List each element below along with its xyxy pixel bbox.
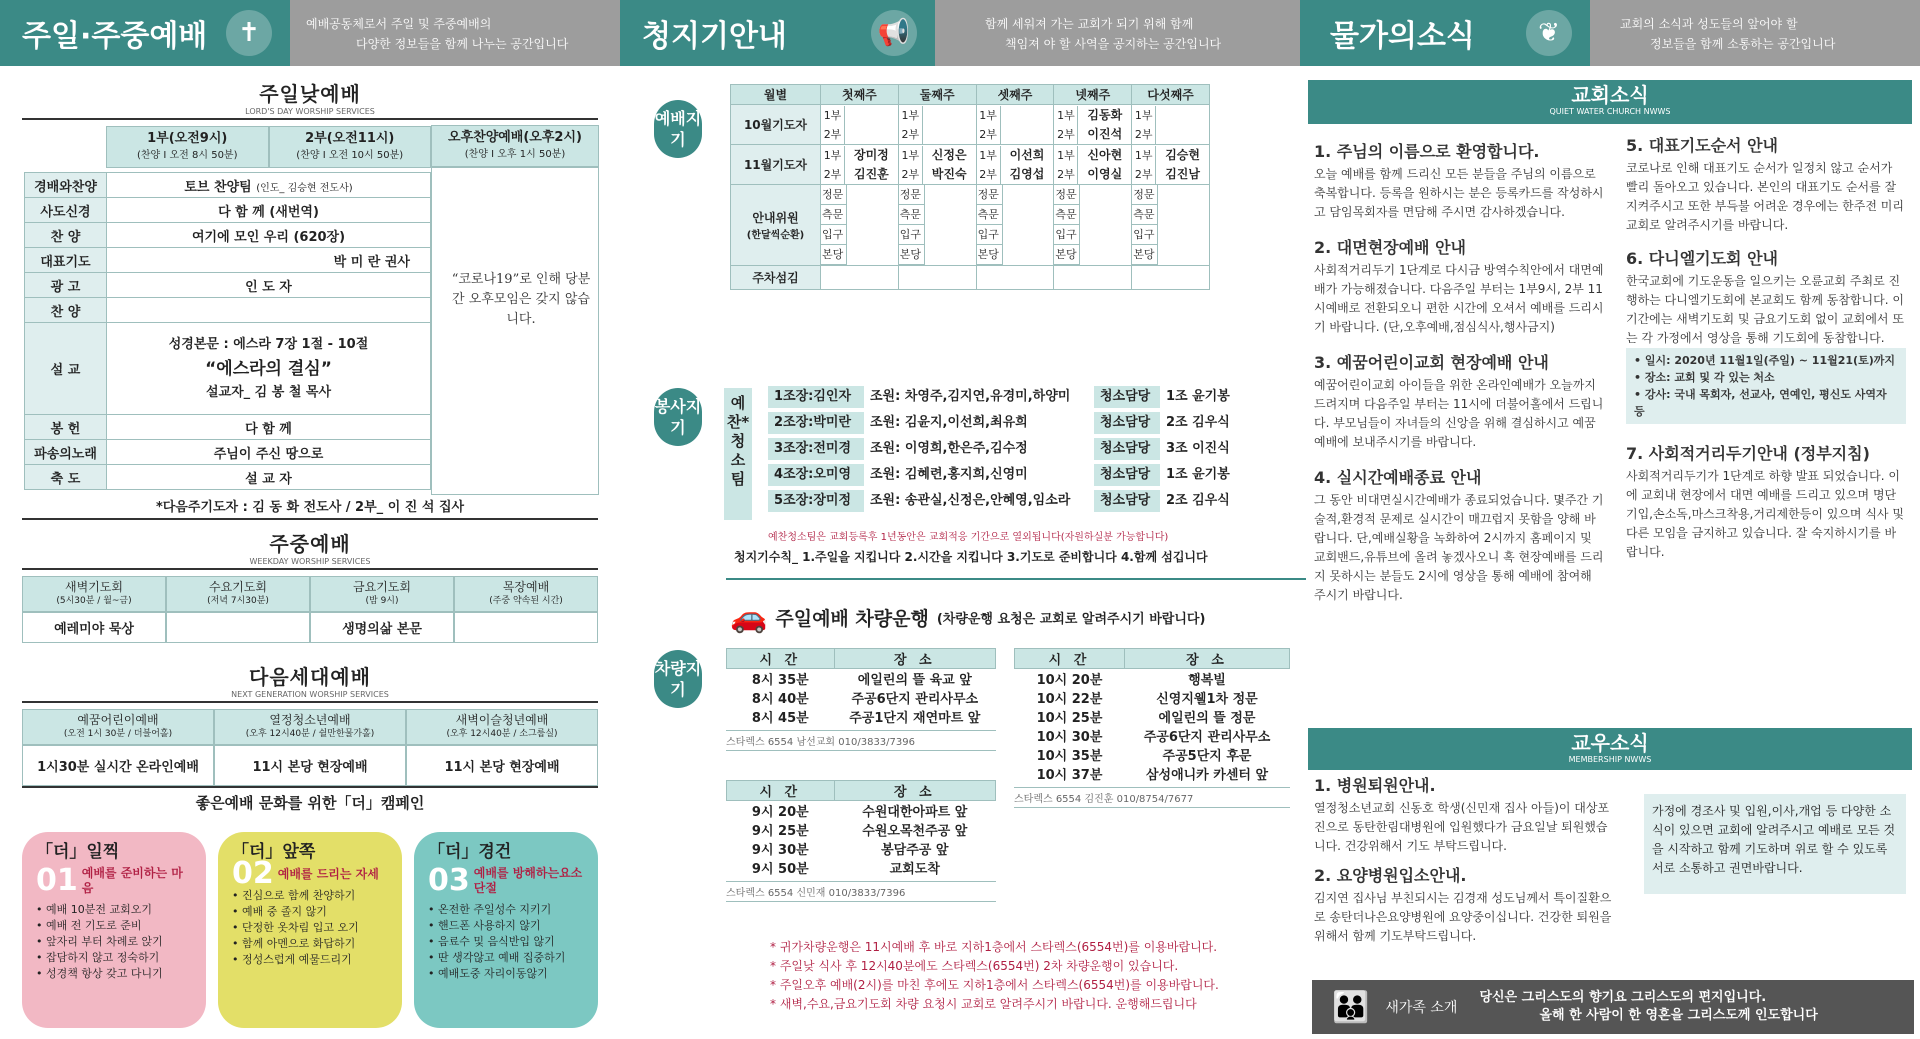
table-row: 10시 25분 에일린의 뜰 정문 xyxy=(1036,711,1256,726)
afternoon-slot: 오후찬양예배(오후2시) (찬양 I 오후 1시 50분) xyxy=(431,125,599,167)
table-row: 파송의노래 주님이 주신 땅으로 xyxy=(25,440,431,465)
nextgen-title: 다음세대예배 xyxy=(249,665,371,689)
table-row: 설 교 성경본문 : 에스라 7장 1절 - 10절 “에스라의 결심” 설교자_ 김 봉 철 목사 xyxy=(25,323,431,415)
worship-column xyxy=(0,0,620,1039)
table-row: 9시 20분 수원대한아파트 앞 xyxy=(751,805,968,820)
corona-notice: “코로나19”로 인해 당분간 오후모임은 갖지 않습니다. xyxy=(451,272,591,327)
table-row: 10시 35분 주공5단지 후문 xyxy=(1036,749,1252,764)
table-row: 8시 40분 주공6단지 관리사무소 xyxy=(751,692,979,707)
team-row: 4조장:오미영 조원: 김혜련,홍지희,신영미 청소담당 1조 윤기봉 xyxy=(768,464,1308,486)
table-row: 9시 25분 수원오목천주공 앞 xyxy=(751,824,968,839)
sunday-order-table xyxy=(24,172,431,490)
news-sub1: 교회의 소식과 성도들의 앞어야 할 xyxy=(1620,17,1798,31)
sunday-en: LORD'S DAY WORSHIP SERVICES xyxy=(22,107,598,120)
news-sub2: 정보들을 함께 소통하는 공간입니다 xyxy=(1650,37,1836,51)
weekday-en: WEEKDAY WORSHIP SERVICES xyxy=(22,557,598,570)
church-news-banner: 교회소식 QUIET WATER CHURCH NWWS xyxy=(1308,80,1912,124)
steward-sub2: 책임져 야 할 사역을 공지하는 공간입니다 xyxy=(1005,37,1222,51)
member-news-banner: 교우소식 MEMBERSHIP NWWS xyxy=(1308,728,1912,770)
bible-icon: ✝ xyxy=(226,10,272,56)
weekday-values: 예레미야 묵상 생명의삶 본문 xyxy=(22,612,598,643)
campaign-card: 「더」일찍 01 예배를 준비하는 마음 • 예배 10분전 교회오기 • 예배 전 기도로 준비 • 앞자리 부터 차례로 앉기 • 잡담하지 않고 정숙하기 • 성경책 항상 갖고 다니기 xyxy=(22,832,206,1028)
megaphone-icon: 📢 xyxy=(871,10,917,56)
table-row: 10시 37분 삼성애니카 카센터 앞 xyxy=(1036,768,1269,783)
campaign-title: 좋은예배 문화를 위한「더」캠페인 xyxy=(195,794,425,812)
table-row: 찬 양 xyxy=(25,298,431,323)
team-row: 1조장:김인자 조원: 차영주,김지연,유경미,하양미 청소담당 1조 윤기봉 xyxy=(768,386,1308,408)
campaign-card: 「더」경건 03 예배를 방해하는요소단절 • 온전한 주일성수 지키기 • 핸드폰 사용하지 않기 • 음료수 및 음식반입 않기 • 딴 생각않고 예배 집중하기 • 예배도중 자리이동않기 xyxy=(414,832,598,1028)
clean-team-label: 예찬*청소팀 xyxy=(724,388,752,520)
team-row: 3조장:전미경 조원: 이영희,한은주,김수정 청소담당 3조 이진식 xyxy=(768,438,1308,460)
sunday-slots: 1부(오전9시) (찬양 I 오전 8시 50분) 2부(오전11시) (찬양 I 오전 10시 50분) xyxy=(106,126,431,168)
weekday-title: 주중예배 xyxy=(269,532,351,556)
member-notice-box: 가정에 경조사 및 입원,이사,개업 등 다양한 소식이 있으면 교회에 알려주시고 예배로 모든 것을 시작하고 함께 기도하며 위로 할 수 있도록 서로 소통하고 권면바랍니다. xyxy=(1644,794,1906,894)
table-row: 대표기도 박 미 란 권사 xyxy=(25,248,431,273)
table-row: 사도신경 다 함 께 (새번역) xyxy=(25,198,431,223)
steward-column xyxy=(620,0,1300,1039)
news-header xyxy=(1300,0,1920,66)
steward-header xyxy=(620,0,1300,66)
team-row: 5조장:장미정 조원: 송관실,신정은,안혜영,임소라 청소담당 2조 김우식 xyxy=(768,490,1308,512)
route-table-3: 시 간 장 소 10시 20분 행복빌 10시 22분 신영지웰1차 정문 10시 25분 에일린의 뜰 정문 10시 30분 주공6단지 관리사무소 10시 35분 주공5단지 후문 10시 37분 삼성애니카 카센터 앞 스타렉스 6554 김진훈 010/8754/7677 xyxy=(1014,648,1290,808)
family-icon: 👪 xyxy=(1332,989,1370,1025)
church-news-left: 1. 주님의 이름으로 환영합니다. 오늘 예배를 함께 드리신 모든 분들을 주님의 이름으로 축복합니다. 등록을 원하시는 분은 등록카드를 작성하시고 담임목회자를 면담해 주시면 감사하겠습니다. 2. 대면현장예배 안내 사회적거리두기 1단계로 다시금 방역수칙안에서 대면예배가 가능해졌습니다. 다음주일 부터는 1부9시, 2부 11시예배로 전환되오니 편한 시간에 오셔서 예배를 드리시기 바랍니다. (단,오후예배,점심식사,행사금지) 3. 예꿈어린이교회 현장예배 안내 예꿈어린이교회 아이들을 위한 온라인예배가 오늘까지 드려지며 다음주일 부터는 11시에 더불어홀에서 드립니다. 부모님들이 자녀들의 신앙을 위해 결심하시고 예꿈예배에 보내주시기를 바랍니다. 4. 실시간예배종료 안내 그 동안 비대면실시간예배가 종료되었습니다. 몇주간 기술적,환경적 문제로 실시간이 매끄럽지 못함을 양해 바랍니다. 단,예배실황을 녹화하여 2시까지 홈페이지 및 교회밴드,유튜브에 올려 놓겠사오니 혹 현장예배를 드리지 못하시는 분들도 2시에 영상을 통해 예배에 참여해 주시기 바랍니다. xyxy=(1314,142,1604,602)
church-news-right: 5. 대표기도순서 안내 코로나로 인해 대표기도 순서가 일정치 않고 순서가 빨리 돌아오고 있습니다. 본인의 대표기도 순서를 잘 지켜주시고 또한 부득불 어려운 경우에는 한주전 미리 교회로 알려주시기를 바랍니다. 6. 다니엘기도회 안내 한국교회에 기도운동을 일으키는 오륜교회 주최로 진행하는 다니엘기도회에 본교회도 함께 동참합니다. 이 기간에는 새벽기도회 및 금요기도회 없이 교회에서 또는 각 가정에서 영상을 통해 기도회에 동참합니다. • 일시: 2020년 11월1일(주일) ~ 11월21(토)까지 • 장소: 교회 및 각 있는 처소 • 강사: 국내 목회자, 선교사, 연예인, 평신도 사역자 등 7. 사회적거리두기안내 (정부지침) 사회적거리두기가 1단계로 하향 발표 되었습니다. 이에 교회내 현장에서 대면 예배를 드리고 있으며 명단기입,손소독,마스크착용,거리제한등이 있으며 식사 및 다른 모임을 금지하고 있습니다. 잘 숙지하시기를 바랍니다. xyxy=(1626,136,1906,562)
sunday-title: 주일낮예배 xyxy=(259,82,361,106)
nextgen-en: NEXT GENERATION WORSHIP SERVICES xyxy=(22,690,598,703)
campaign-cards xyxy=(22,832,598,1028)
news-column xyxy=(1300,0,1920,1039)
steward-rules: 청지기수칙_ 1.주일을 지킵니다 2.시간을 지킵니다 3.기도로 준비합니다 4.함께 섬깁니다 xyxy=(734,550,1208,564)
car-title: 주일예배 차량운행 xyxy=(775,608,929,630)
table-row: 9시 30분 봉담주공 앞 xyxy=(751,843,949,858)
news-title: 물가의소식 xyxy=(1330,19,1475,54)
table-row: 찬 양 여기에 모인 우리 (620장) xyxy=(25,223,431,248)
table-row: 봉 헌 다 함 께 xyxy=(25,415,431,440)
badge-vehicle: 차량지기 xyxy=(654,650,702,708)
table-row: 8시 35분 에일린의 뜰 육교 앞 xyxy=(751,673,972,688)
worship-sub2: 다양한 정보들을 함께 나누는 공간입니다 xyxy=(356,37,569,51)
team-row: 2조장:박미란 조원: 김윤지,이선희,최유희 청소담당 2조 김우식 xyxy=(768,412,1308,434)
worship-sub1: 예배공동체로서 주일 및 주중예배의 xyxy=(306,17,492,31)
table-row: 축 도 설 교 자 xyxy=(25,465,431,490)
hand-plant-icon: ❦ xyxy=(1526,10,1572,56)
vehicle-notes: * 귀가차량운행은 11시예배 후 바로 지하1층에서 스타렉스(6554번)를 이용바랍니다. * 주일낮 식사 후 12시40분에도 스타렉스(6554번) 2차 차량운행이 있습니다. * 주일오후 예배(2시)를 마친 후에도 지하1층에서 스타렉스(6554번)를 이용바랍니다. * 새벽,수요,금요기도회 차량 요청시 교회로 알려주시기 바랍니다. 운행해드립니다 xyxy=(770,940,1219,1011)
clean-team-list xyxy=(768,386,1308,516)
next-prayer: *다음주기도자 : 김 동 화 전도사 / 2부_ 이 진 석 집사 xyxy=(22,496,598,520)
new-family-bar: 👪 새가족 소개 당신은 그리스도의 향기요 그리스도의 편지입니다. 올해 한 사람이 한 영혼을 그리스도께 인도합니다 xyxy=(1312,980,1914,1034)
table-row: 10시 22분 신영지웰1차 정문 xyxy=(1036,692,1258,707)
family-label: 새가족 소개 xyxy=(1385,1000,1458,1016)
route-table-1: 시 간 장 소 8시 35분 에일린의 뜰 육교 앞 8시 40분 주공6단지 관리사무소 8시 45분 주공1단지 재연마트 앞 스타렉스 6554 남선교회 010/3833/7396 xyxy=(726,648,996,751)
badge-worship: 예배지기 xyxy=(654,100,702,158)
weekday-heads: 새벽기도회 (5시30분 / 월~금) 수요기도회 (저녁 7시30분) 금요기도회 (밤 9시) 목장예배 (주중 약속된 시간) xyxy=(22,576,598,612)
car-icon: 🚗 xyxy=(730,600,768,635)
badge-service: 봉사지기 xyxy=(654,388,702,446)
table-row: 광 고 인 도 자 xyxy=(25,273,431,298)
clean-note: 예찬청소팀은 교회등록후 1년동안은 교회적응 기간으로 열외됩니다(자원하실분 가능합니다) xyxy=(768,532,1169,543)
table-row: 9시 50분 교회도착 xyxy=(751,862,940,877)
nextgen-values: 1시30분 실시간 온라인예배 11시 본당 현장예배 11시 본당 현장예배 xyxy=(22,745,598,788)
member-news: 1. 병원퇴원안내. 열정청소년교회 신동호 학생(신민재 집사 아들)이 대상포진으로 동탄한림대병원에 입원했다가 금요일날 퇴원했습니다. 건강위해서 기도 부탁드립니다. 2. 요양병원입소안내. 김지연 집사님 부친되시는 김경재 성도님께서 특이질환으로 송탄더나은요양병원에 요양중이십니다. 건강한 퇴원을 위해서 함께 기도부탁드립니다. xyxy=(1314,776,1612,943)
steward-sub1: 함께 세워져 가는 교회가 되기 위해 함께 xyxy=(985,17,1194,31)
worship-header xyxy=(0,0,620,66)
car-subtitle: (차량운행 요청은 교회로 알려주시기 바랍니다) xyxy=(936,612,1206,627)
steward-title: 청지기안내 xyxy=(642,19,787,54)
table-row: 10시 20분 행복빌 xyxy=(1036,673,1226,688)
route-table-2: 시 간 장 소 9시 20분 수원대한아파트 앞 9시 25분 수원오목천주공 앞 9시 30분 봉담주공 앞 9시 50분 교회도착 스타렉스 6554 신민재 010/3833/7396 xyxy=(726,780,996,902)
table-row: 경배와찬양 토브 찬양팀 (인도_ 김승현 전도사) xyxy=(25,173,431,198)
campaign-card: 「더」앞쪽 02 예배를 드리는 자세 • 진심으로 함께 찬양하기 • 예배 중 졸지 않기 • 단정한 옷차림 입고 오기 • 함께 아멘으로 화답하기 • 정성스럽게 예물드리기 xyxy=(218,832,402,1028)
table-row: 10시 30분 주공6단지 관리사무소 xyxy=(1036,730,1271,745)
table-row: 8시 45분 주공1단지 재연마트 앞 xyxy=(751,711,981,726)
nextgen-heads: 예꿈어린이예배 (오전 1시 30분 / 더블어홀) 열정청소년예배 (오후 12시40분 / 쉴만한물가홀) 새벽이슬청년예배 (오후 12시40분 / 소그룹실) xyxy=(22,709,598,745)
worship-title: 주일·주중예배 xyxy=(22,19,208,54)
duty-table: 월별 첫째주 둘째주 셋째주 넷째주 다섯째주 10월기도자 1부 2부 1부 2부 1부 2부 1부 김동화 2부 이진석 1부 2부 11월기도자 1부 장미정 2부 김진훈 1부 신정은 2부 박진숙 1부 이선희 2부 김영섭 1부 신아현 2부 이영실 1부 김승현 2부 김진남 안내위원 (한달씩순환) 정문 측문 입구 본당 정문 측문 입구 본당 정문 측문 입구 본당 정문 측문 입구 본당 정문 측문 입구 본당 주차섬김 xyxy=(730,84,1210,290)
